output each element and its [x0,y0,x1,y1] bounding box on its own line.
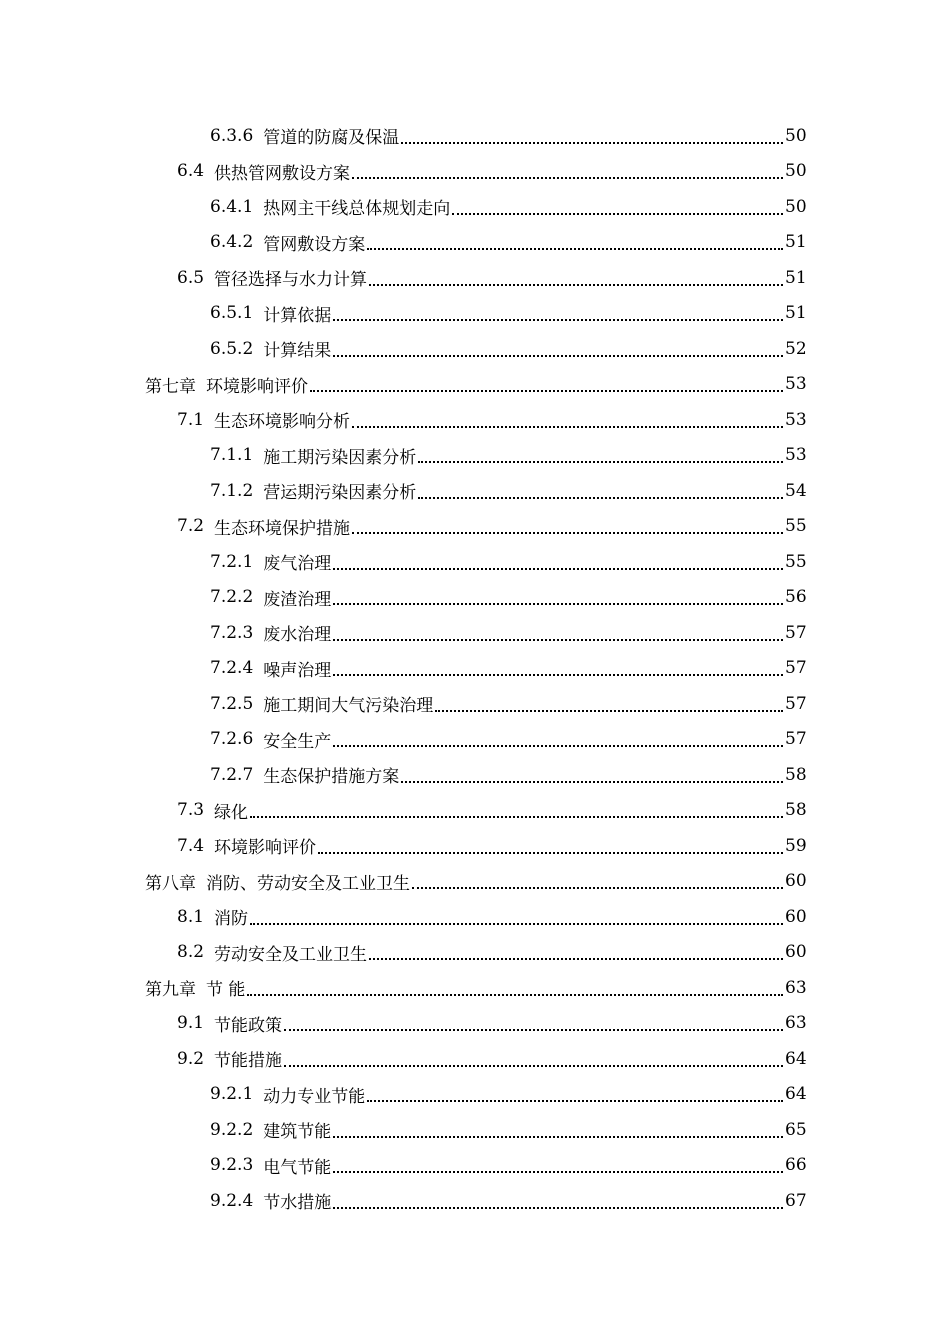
toc-dot-leader [333,745,783,747]
toc-entry-title: 生态环境保护措施 [214,518,351,539]
toc-entry-page-number: 51 [785,267,807,288]
toc-entry-title: 施工期间大气污染治理 [263,696,434,717]
toc-entry-number: 7.4 [177,835,205,856]
toc-entry-page-number: 52 [785,338,807,359]
toc-entry-title: 管网敷设方案 [263,234,366,255]
toc-entry-title: 环境影响评价 [206,376,308,397]
toc-entry-page-number: 51 [785,232,807,253]
toc-entry-title: 计算结果 [263,341,332,362]
toc-entry-number: 7.3 [177,800,205,821]
toc-entry-page-number: 50 [785,161,807,182]
toc-entry-title: 节水措施 [263,1193,332,1214]
toc-entry[interactable] [0,225,950,261]
toc-entry-page-number: 64 [785,1048,807,1069]
toc-entry-title: 废水治理 [263,625,332,646]
toc-entry-title: 废渣治理 [263,589,332,610]
toc-entry[interactable] [0,686,950,722]
toc-entry-title: 计算依据 [263,305,332,326]
toc-entry[interactable] [0,1183,950,1219]
toc-entry[interactable] [0,864,950,900]
toc-entry-page-number: 55 [785,551,807,572]
toc-entry-number: 6.4.2 [210,232,254,253]
toc-entry-number: 7.1.2 [210,480,254,501]
toc-entry-page-number: 57 [785,729,807,750]
toc-entry-page-number: 63 [785,1013,807,1034]
toc-entry-number: 6.3.6 [210,125,254,146]
toc-entry-title: 营运期污染因素分析 [263,483,417,504]
toc-entry[interactable] [0,828,950,864]
table-of-contents [0,118,950,1219]
toc-dot-leader [352,532,783,534]
toc-entry-page-number: 66 [785,1155,807,1176]
toc-entry-page-number: 63 [785,977,807,998]
toc-entry-number: 6.4 [177,161,205,182]
toc-entry-page-number: 57 [785,658,807,679]
toc-entry[interactable] [0,367,950,403]
toc-dot-leader [367,1100,783,1102]
toc-entry-title: 消防、劳动安全及工业卫生 [206,873,410,894]
toc-dot-leader [333,1207,783,1209]
toc-entry[interactable] [0,331,950,367]
toc-entry[interactable] [0,757,950,793]
toc-entry-page-number: 65 [785,1119,807,1140]
toc-entry-title: 建筑节能 [263,1122,332,1143]
toc-entry[interactable] [0,438,950,474]
toc-entry[interactable] [0,296,950,332]
toc-dot-leader [247,994,783,996]
toc-entry[interactable] [0,118,950,154]
toc-entry[interactable] [0,722,950,758]
toc-entry-title: 劳动安全及工业卫生 [214,944,368,965]
toc-entry-title: 生态保护措施方案 [263,767,400,788]
toc-entry-title: 供热管网敷设方案 [214,163,351,184]
toc-entry-number: 9.2.1 [210,1084,254,1105]
toc-entry-number: 7.2.3 [210,622,254,643]
toc-dot-leader [333,1136,783,1138]
toc-entry-title: 管道的防腐及保温 [263,128,400,149]
toc-entry-page-number: 60 [785,906,807,927]
toc-entry-title: 安全生产 [263,731,332,752]
toc-dot-leader [352,426,783,428]
toc-entry-title: 环境影响评价 [214,838,317,859]
toc-dot-leader [333,319,783,321]
toc-entry-number: 7.2.1 [210,551,254,572]
toc-entry-number: 9.1 [177,1013,205,1034]
toc-entry-page-number: 54 [785,480,807,501]
toc-dot-leader [333,674,783,676]
toc-dot-leader [333,1171,783,1173]
toc-entry[interactable] [0,189,950,225]
toc-entry-page-number: 59 [785,835,807,856]
toc-entry-number: 9.2.2 [210,1119,254,1140]
toc-entry-number: 7.2.5 [210,693,254,714]
toc-entry[interactable] [0,509,950,545]
toc-entry[interactable] [0,615,950,651]
toc-entry-title: 绿化 [214,802,249,823]
toc-entry[interactable] [0,970,950,1006]
toc-entry[interactable] [0,402,950,438]
toc-dot-leader [318,852,783,854]
toc-entry-title: 节 能 [206,980,246,1001]
toc-entry-title: 节能措施 [214,1051,283,1072]
toc-dot-leader [401,781,783,783]
toc-entry-number: 6.5.1 [210,303,254,324]
toc-entry[interactable] [0,1041,950,1077]
toc-entry-number: 9.2.3 [210,1155,254,1176]
toc-entry-number: 8.2 [177,942,205,963]
toc-entry[interactable] [0,154,950,190]
toc-entry-page-number: 51 [785,303,807,324]
toc-dot-leader [412,887,783,889]
toc-dot-leader [284,1029,783,1031]
toc-entry-number: 7.2.2 [210,587,254,608]
toc-entry-page-number: 50 [785,125,807,146]
toc-entry-title: 生态环境影响分析 [214,412,351,433]
toc-entry[interactable] [0,651,950,687]
toc-entry-title: 节能政策 [214,1015,283,1036]
toc-entry[interactable] [0,1006,950,1042]
toc-entry-page-number: 60 [785,871,807,892]
toc-entry-page-number: 58 [785,764,807,785]
toc-entry-title: 管径选择与水力计算 [214,270,368,291]
toc-entry-title: 电气节能 [263,1157,332,1178]
toc-dot-leader [418,497,783,499]
toc-entry[interactable] [0,1112,950,1148]
toc-entry-page-number: 53 [785,374,807,395]
toc-entry-page-number: 50 [785,196,807,217]
toc-entry[interactable] [0,580,950,616]
toc-entry-number: 6.5.2 [210,338,254,359]
toc-dot-leader [435,710,783,712]
toc-dot-leader [250,923,783,925]
toc-entry-title: 噪声治理 [263,660,332,681]
toc-entry-page-number: 56 [785,587,807,608]
toc-dot-leader [250,816,783,818]
toc-entry-number: 7.1.1 [210,445,254,466]
toc-entry-number: 7.2.6 [210,729,254,750]
toc-entry-page-number: 64 [785,1084,807,1105]
toc-dot-leader [310,390,783,392]
toc-entry-number: 7.1 [177,409,205,430]
toc-dot-leader [367,248,783,250]
toc-entry[interactable] [0,793,950,829]
toc-entry[interactable] [0,473,950,509]
toc-dot-leader [333,639,783,641]
toc-entry-number: 第九章 [145,980,196,1001]
toc-entry[interactable] [0,544,950,580]
toc-entry-number: 9.2.4 [210,1190,254,1211]
toc-entry[interactable] [0,260,950,296]
toc-dot-leader [401,142,783,144]
toc-dot-leader [333,603,783,605]
toc-entry-page-number: 55 [785,516,807,537]
toc-entry-title: 消防 [214,909,249,930]
toc-entry-number: 第七章 [145,376,196,397]
toc-dot-leader [369,284,783,286]
toc-entry-number: 7.2.7 [210,764,254,785]
toc-entry[interactable] [0,1077,950,1113]
toc-dot-leader [352,177,783,179]
toc-entry-page-number: 57 [785,622,807,643]
toc-entry-number: 9.2 [177,1048,205,1069]
toc-dot-leader [333,355,783,357]
toc-entry-page-number: 53 [785,409,807,430]
toc-entry-page-number: 60 [785,942,807,963]
toc-entry-number: 7.2 [177,516,205,537]
toc-entry-title: 热网主干线总体规划走向 [263,199,451,220]
toc-entry-page-number: 67 [785,1190,807,1211]
toc-dot-leader [418,461,783,463]
toc-entry-number: 6.4.1 [210,196,254,217]
toc-entry[interactable] [0,1148,950,1184]
toc-dot-leader [452,213,783,215]
toc-entry-number: 8.1 [177,906,205,927]
toc-entry-page-number: 57 [785,693,807,714]
toc-entry-title: 施工期污染因素分析 [263,447,417,468]
toc-entry-number: 第八章 [145,873,196,894]
toc-entry-number: 6.5 [177,267,205,288]
toc-dot-leader [369,958,783,960]
toc-entry-title: 废气治理 [263,554,332,575]
toc-entry[interactable] [0,899,950,935]
toc-entry-number: 7.2.4 [210,658,254,679]
toc-entry-page-number: 53 [785,445,807,466]
toc-dot-leader [333,568,783,570]
toc-entry-title: 动力专业节能 [263,1086,366,1107]
toc-dot-leader [284,1065,783,1067]
toc-entry-page-number: 58 [785,800,807,821]
toc-entry[interactable] [0,935,950,971]
